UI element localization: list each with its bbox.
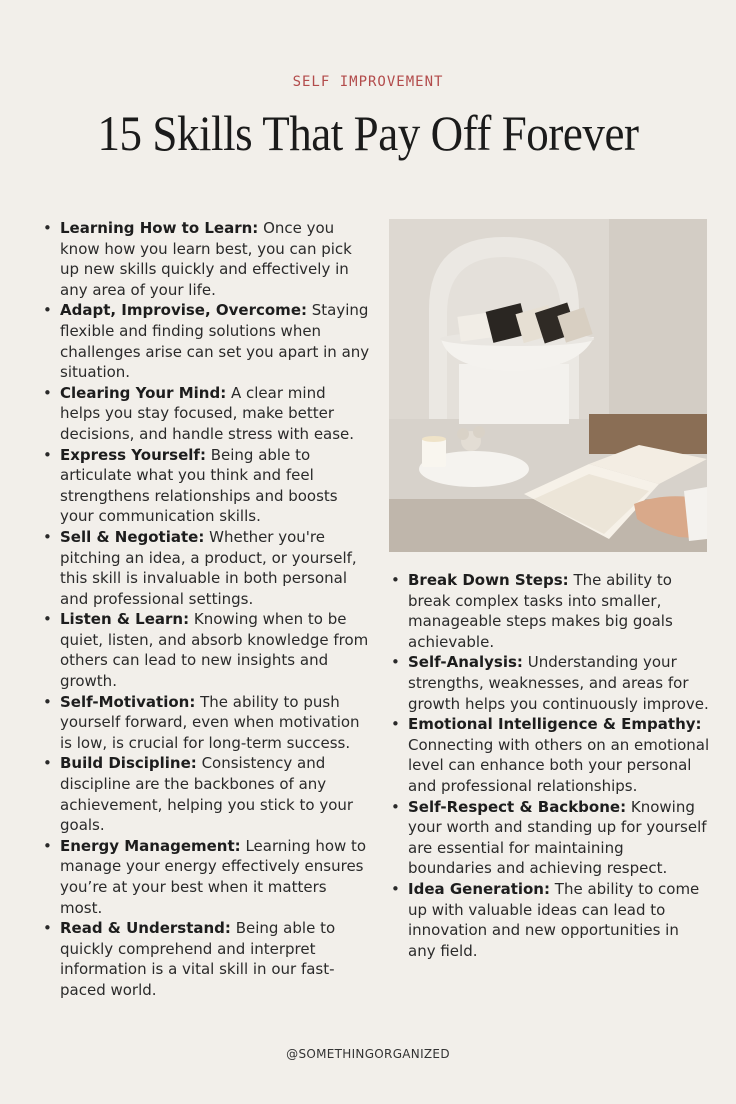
list-item: • Self-Analysis: Understanding your strengths, weaknesses, and areas for growth helps you continuously improve.: [391, 653, 709, 713]
skill-description: Staying flexible and finding solutions when challenges arise can set you apart in any situation.: [60, 301, 370, 382]
list-item: • Learning How to Learn: Once you know how you learn best, you can pick up new skills quickly and effectively in any area of your life.: [43, 219, 352, 299]
footer-handle: @SOMETHINGORGANIZED: [286, 1047, 450, 1061]
skill-description: The ability to come up with valuable ideas can lead to innovation and new opportunities in any field.: [408, 879, 700, 960]
skill-term: Learning How to Learn:: [60, 219, 259, 237]
list-item: • Read & Understand: Being able to quickly comprehend and interpret information is a vital skill in our fast-paced world.: [43, 919, 336, 999]
skill-term: Self-Motivation:: [60, 692, 196, 711]
list-item: • Adapt, Improvise, Overcome: Staying flexible and finding solutions when challenges arise can set you apart in any situation.: [43, 301, 370, 382]
skill-term: Emotional Intelligence & Empathy:: [408, 715, 702, 734]
list-item: • Break Down Steps: The ability to break complex tasks into smaller, manageable steps makes big goals achievable.: [391, 571, 673, 651]
skill-term: Listen & Learn:: [60, 610, 190, 629]
list-item: • Express Yourself: Being able to articulate what you think and feel strengthens relationships and boosts your communication skills.: [43, 445, 338, 526]
skill-term: Energy Management:: [60, 836, 241, 855]
skill-term: Read & Understand:: [60, 919, 231, 938]
skills-list-left: [40, 218, 370, 1001]
skill-description: Once you know how you learn best, you can pick up new skills quickly and effectively in any area of your life.: [60, 219, 352, 299]
page-title: 15 Skills That Pay Off Forever: [97, 105, 639, 161]
list-item: • Listen & Learn: Knowing when to be quiet, listen, and absorb knowledge from others can lead to new insights and growth.: [43, 610, 369, 691]
skill-description: Consistency and discipline are the backbones of any achievement, helping you stick to your goals.: [60, 754, 354, 835]
skills-list-right: [388, 570, 710, 961]
skill-term: Express Yourself:: [60, 445, 206, 464]
skill-description: The ability to push yourself forward, even when motivation is low, is crucial for long-term success.: [60, 692, 360, 752]
list-item: • Sell & Negotiate: Whether you're pitching an idea, a product, or yourself, this skill is invaluable in both personal and professional settings.: [43, 527, 357, 608]
skill-description: Being able to articulate what you think and feel strengthens relationships and boosts your communication skills.: [60, 445, 338, 526]
skill-term: Self-Analysis:: [408, 653, 523, 672]
list-item: • Energy Management: Learning how to manage your energy effectively ensures you’re at your best when it matters most.: [43, 836, 367, 917]
skill-term: Build Discipline:: [60, 754, 197, 773]
skill-description: A clear mind helps you stay focused, make better decisions, and handle stress with ease.: [60, 383, 355, 443]
list-item: • Clearing Your Mind: A clear mind helps you stay focused, make better decisions, and handle stress with ease.: [43, 383, 355, 443]
skill-description: The ability to break complex tasks into smaller, manageable steps makes big goals achievable.: [408, 571, 673, 651]
skill-description: Learning how to manage your energy effectively ensures you’re at your best when it matters most.: [60, 836, 367, 917]
skill-description: Whether you're pitching an idea, a product, or yourself, this skill is invaluable in both personal and professional settings.: [60, 527, 357, 608]
skill-term: Idea Generation:: [408, 879, 550, 898]
skill-term: Self-Respect & Backbone:: [408, 797, 627, 816]
skill-term: Sell & Negotiate:: [60, 527, 205, 546]
section-kicker: SELF IMPROVEMENT: [292, 74, 444, 90]
skill-term: Break Down Steps:: [408, 571, 569, 589]
books-candle-photo: [389, 219, 707, 552]
list-item: • Self-Motivation: The ability to push yourself forward, even when motivation is low, is crucial for long-term success.: [43, 692, 360, 752]
skill-description: Connecting with others on an emotional level can enhance both your personal and professional relationships.: [408, 735, 710, 795]
skill-term: Adapt, Improvise, Overcome:: [60, 301, 307, 320]
list-item: • Emotional Intelligence & Empathy: Connecting with others on an emotional level can enhance both your personal and professional relationships.: [391, 715, 710, 795]
skill-description: Understanding your strengths, weaknesses, and areas for growth helps you continuously improve.: [408, 653, 709, 713]
list-item: • Idea Generation: The ability to come up with valuable ideas can lead to innovation and new opportunities in any field.: [391, 879, 700, 960]
skill-description: Knowing when to be quiet, listen, and absorb knowledge from others can lead to new insights and growth.: [60, 610, 369, 691]
list-item: • Build Discipline: Consistency and discipline are the backbones of any achievement, helping you stick to your goals.: [43, 754, 354, 835]
skill-description: Knowing your worth and standing up for yourself are essential for maintaining boundaries and achieving respect.: [408, 797, 707, 878]
skill-term: Clearing Your Mind:: [60, 383, 227, 402]
skill-description: Being able to quickly comprehend and interpret information is a vital skill in our fast-paced world.: [60, 919, 336, 999]
list-item: • Self-Respect & Backbone: Knowing your worth and standing up for yourself are essential for maintaining boundaries and achieving respect.: [391, 797, 707, 878]
photo-illustration: [389, 219, 707, 552]
